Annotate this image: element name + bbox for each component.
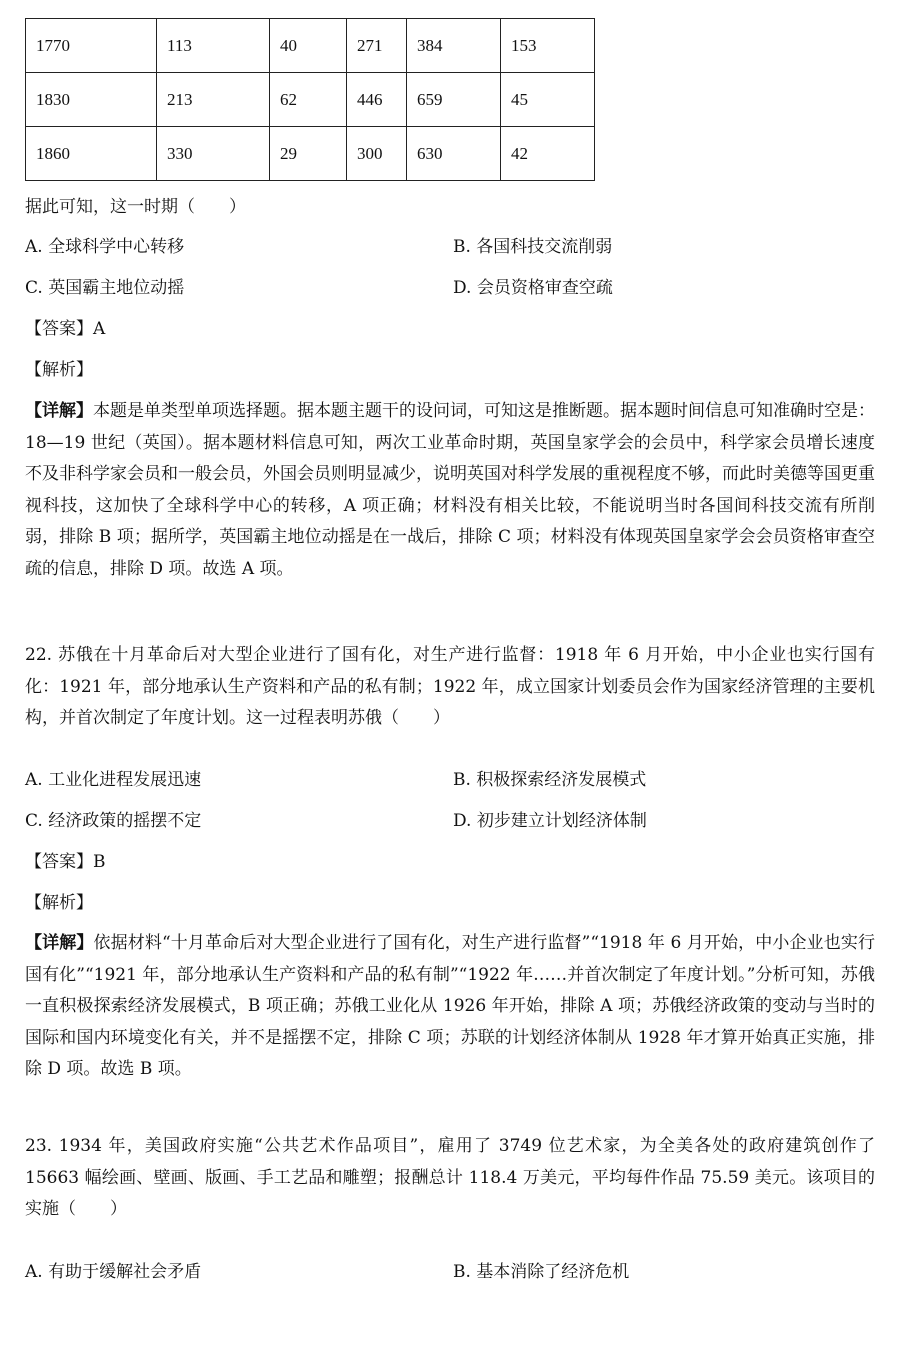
table-cell: 62 (270, 73, 347, 127)
table-cell: 29 (270, 127, 347, 181)
table-cell: 630 (407, 127, 501, 181)
table-cell: 1770 (26, 19, 157, 73)
table-cell: 271 (347, 19, 407, 73)
q21-detail-text: 本题是单类型单项选择题。据本题主题干的设问词，可知这是推断题。据本题时间信息可知准确时空是：18—19 世纪（英国）。据本题材料信息可知，两次工业革命时期，英国皇家学会的会员中，科学家会员增长速度不及非科学家会员和一般会员，外国会员则明显减少，说明英国对科学发展的重视程度不够，而此时美德等国更重视科技，这加快了全球科学中心的转移，A 项正确；材料没有相关比较，不能说明当时各国间科技交流有所削弱，排除 B 项；据所学，英国霸主地位动摇是在一战后，排除 C 项；材料没有体现英国皇家学会会员资格审查空疏的信息，排除 D 项。故选 A 项。 (25, 401, 875, 579)
q23-stem: 23. 1934 年，美国政府实施“公共艺术作品项目”，雇用了 3749 位艺术家，为全美各处的政府建筑创作了 15663 幅绘画、壁画、版画、手工艺品和雕塑；报酬总计 118.4 万美元，平均每件作品 75.59 美元。该项目的实施（ ） (25, 1136, 875, 1219)
q22-option-a[interactable]: A. 工业化进程发展迅速 (25, 770, 202, 790)
q22-option-b[interactable]: B. 积极探索经济发展模式 (453, 770, 647, 790)
q22-stem: 22. 苏俄在十月革命后对大型企业进行了国有化，对生产进行监督：1918 年 6 月开始，中小企业也实行国有化：1921 年，部分地承认生产资料和产品的私有制；1922 年，成立国家计划委员会作为国家经济管理的主要机构，并首次制定了年度计划。这一过程表明苏俄（ ） (25, 645, 875, 728)
q22-detail-text: 依据材料“十月革命后对大型企业进行了国有化，对生产进行监督”“1918 年 6 月开始，中小企业也实行国有化”“1921 年，部分地承认生产资料和产品的私有制”“1922 年……并首次制定了年度计划。”分析可知，苏俄一直积极探索经济发展模式，B 项正确；苏俄工业化从 1926 年开始，排除 A 项；苏俄经济政策的变动与当时的国际和国内环境变化有关，并不是摇摆不定，排除 C 项；苏联的计划经济体制从 1928 年才算开始真正实施，排除 D 项。故选 B 项。 (25, 933, 875, 1079)
q21-answer: 【答案】A (25, 319, 106, 339)
q23-option-a[interactable]: A. 有助于缓解社会矛盾 (25, 1262, 202, 1282)
table-cell: 300 (347, 127, 407, 181)
q22-answer: 【答案】B (25, 852, 106, 872)
q22-detail (25, 928, 875, 1086)
table-cell: 446 (347, 73, 407, 127)
q23-option-b[interactable]: B. 基本消除了经济危机 (453, 1262, 630, 1282)
q21-stem: 据此可知，这一时期（ ） (25, 197, 246, 217)
q22-detail-label: 【详解】 (25, 933, 94, 953)
q21-option-d[interactable]: D. 会员资格审查空疏 (453, 278, 613, 298)
member-table (25, 18, 595, 181)
q22-option-d[interactable]: D. 初步建立计划经济体制 (453, 811, 647, 831)
q21-detail (25, 396, 875, 585)
q21-detail-label: 【详解】 (25, 401, 93, 421)
table-cell: 113 (157, 19, 270, 73)
q21-option-b[interactable]: B. 各国科技交流削弱 (453, 237, 613, 257)
table-row (26, 127, 595, 181)
table-cell: 153 (501, 19, 595, 73)
table-cell: 659 (407, 73, 501, 127)
q21-option-a[interactable]: A. 全球科学中心转移 (25, 237, 185, 257)
table-cell: 42 (501, 127, 595, 181)
q22-option-c[interactable]: C. 经济政策的摇摆不定 (25, 811, 202, 831)
table-row (26, 73, 595, 127)
table-cell: 1860 (26, 127, 157, 181)
q21-analysis-label: 【解析】 (25, 360, 93, 380)
table-cell: 384 (407, 19, 501, 73)
table-cell: 213 (157, 73, 270, 127)
q21-option-c[interactable]: C. 英国霸主地位动摇 (25, 278, 185, 298)
q22-analysis-label: 【解析】 (25, 893, 93, 913)
table-cell: 40 (270, 19, 347, 73)
table-cell: 45 (501, 73, 595, 127)
table-cell: 1830 (26, 73, 157, 127)
table-row (26, 19, 595, 73)
table-cell: 330 (157, 127, 270, 181)
